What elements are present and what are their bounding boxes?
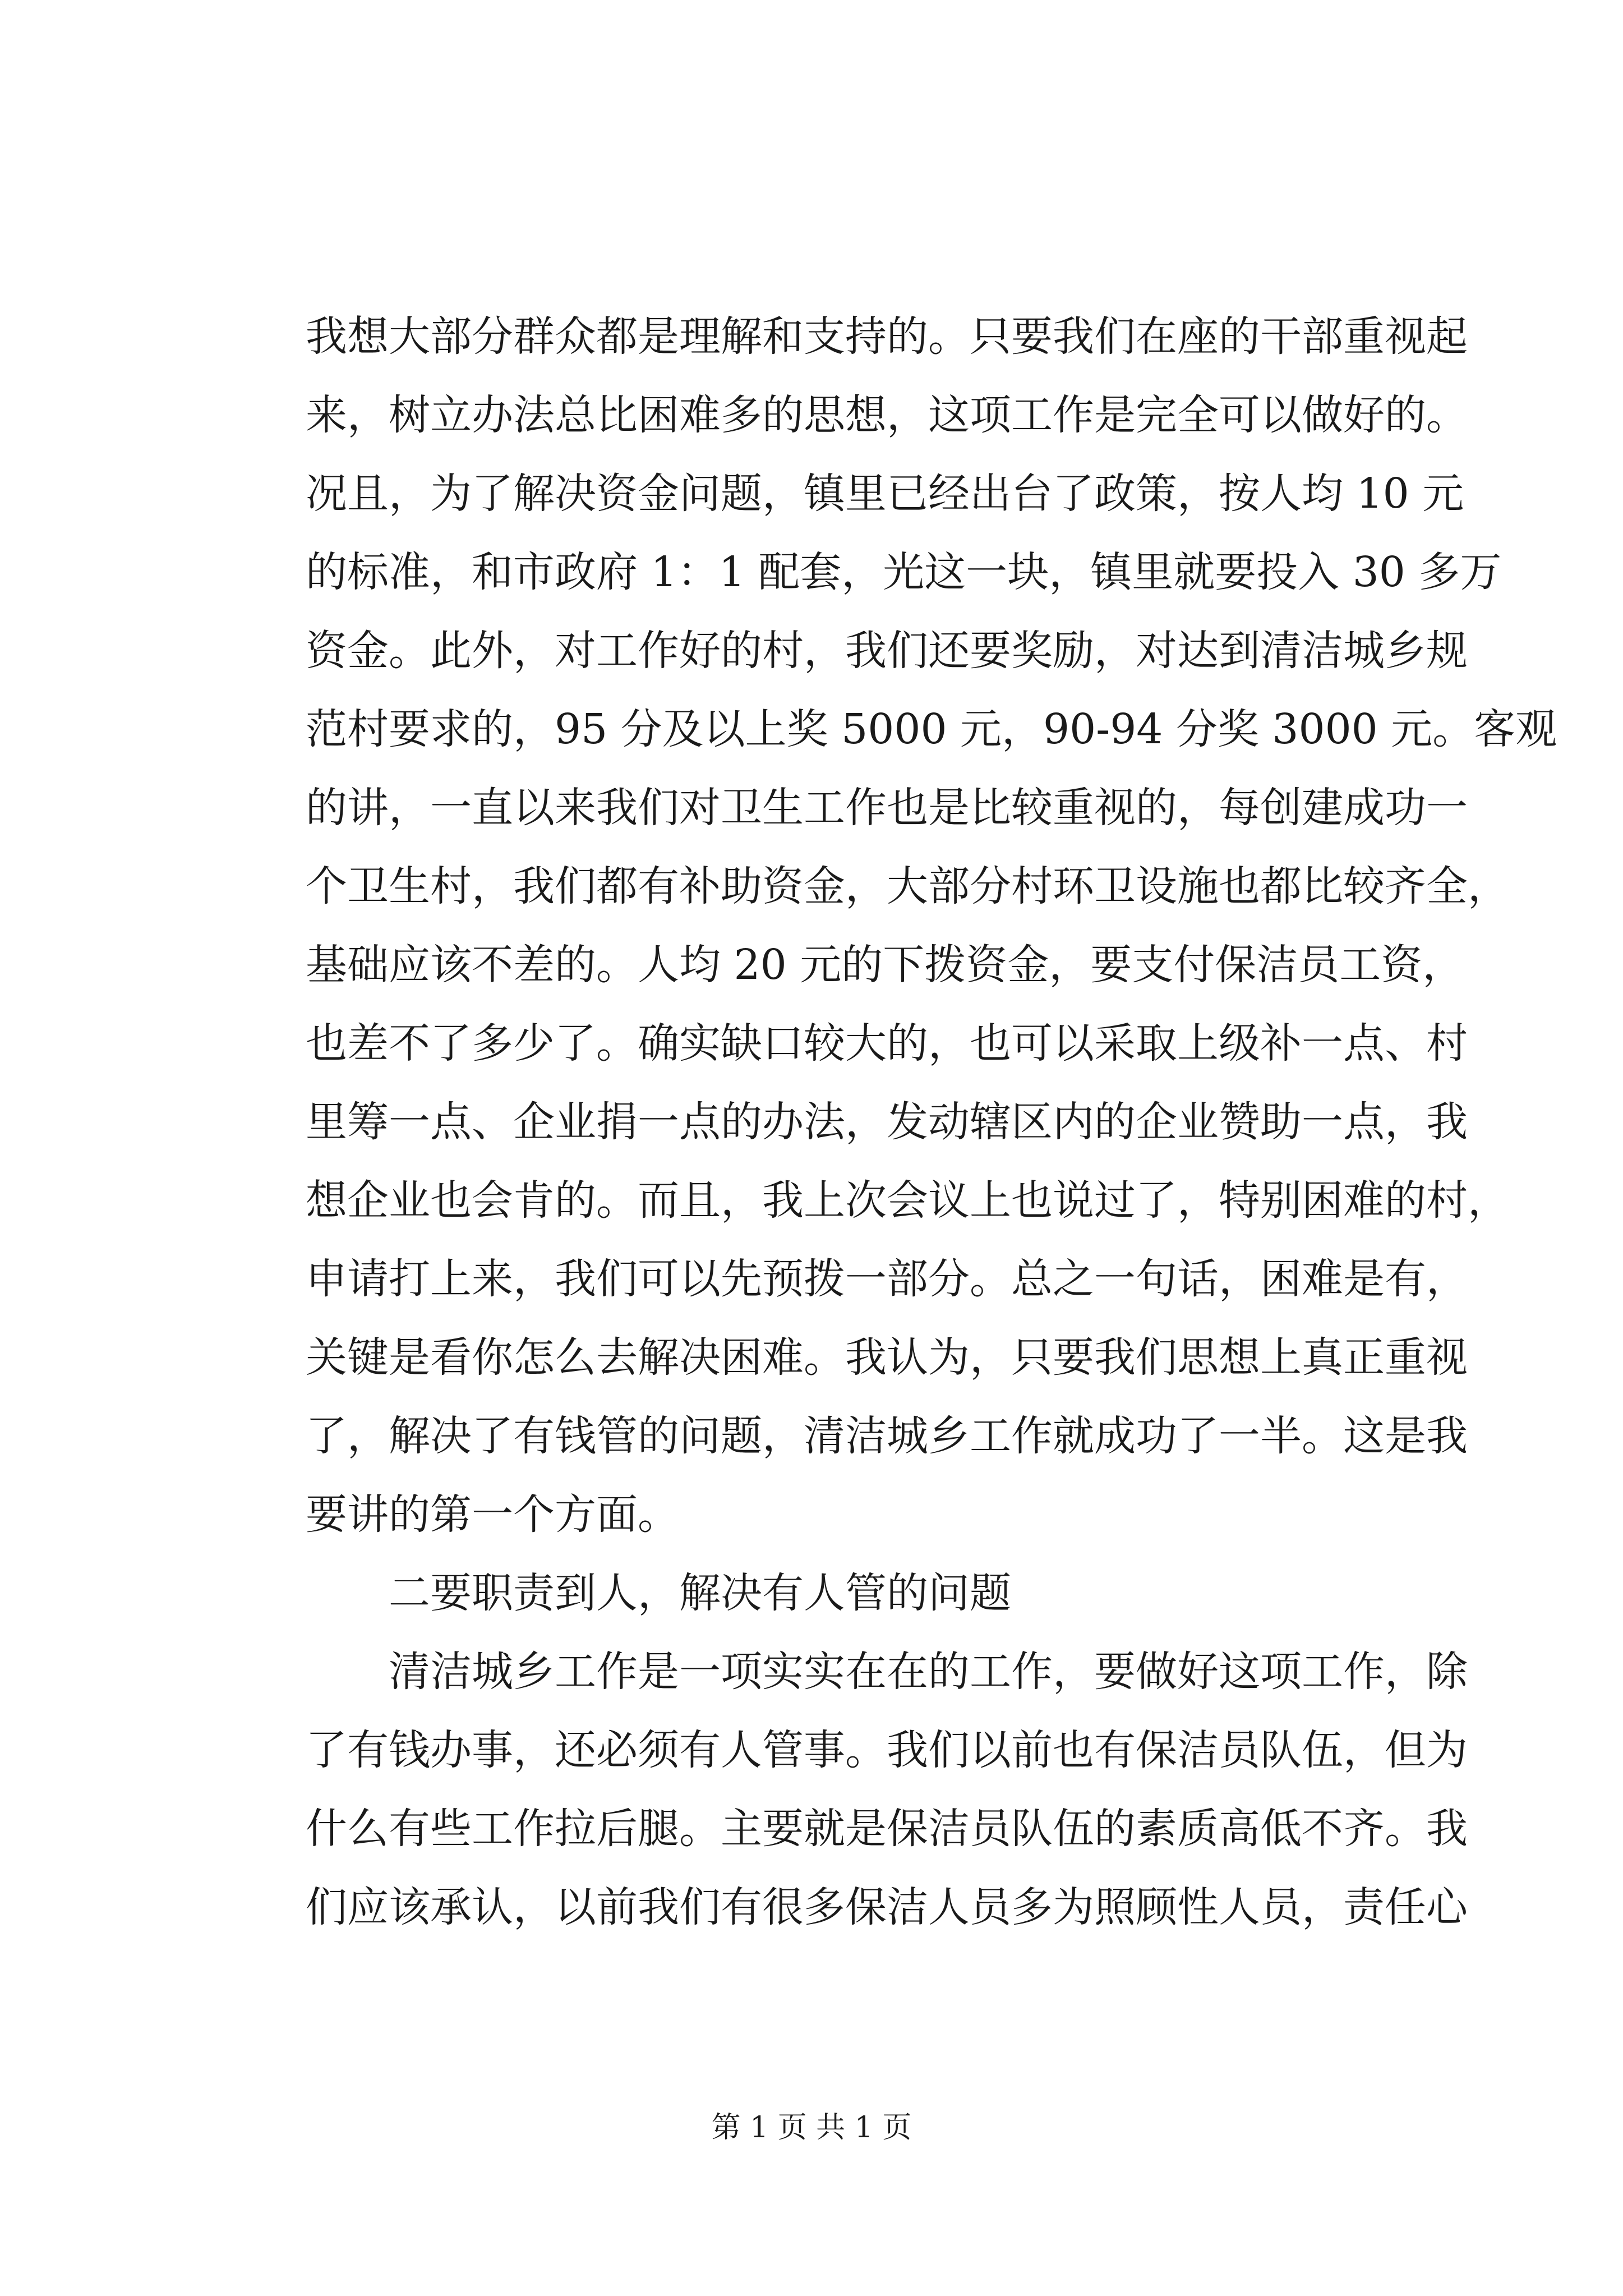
- text-line: 范村要求的，95 分及以上奖 5000 元，90-94 分奖 3000 元。客观: [306, 705, 1557, 753]
- text-line: 了有钱办事，还必须有人管事。我们以前也有保洁员队伍，但为: [306, 1726, 1468, 1774]
- text-line: 个卫生村，我们都有补助资金，大部分村环卫设施也都比较齐全，: [306, 862, 1509, 910]
- section-heading: 二要职责到人，解决有人管的问题: [389, 1569, 1011, 1617]
- page-number: 第 1 页 共 1 页: [711, 2111, 912, 2145]
- page-footer: [0, 2108, 1623, 2147]
- text-line: 里筹一点、企业捐一点的办法，发动辖区内的企业赞助一点，我: [306, 1098, 1468, 1146]
- text-line: 的讲，一直以来我们对卫生工作也是比较重视的，每创建成功一: [306, 784, 1468, 832]
- text-line: 我想大部分群众都是理解和支持的。只要我们在座的干部重视起: [306, 312, 1468, 361]
- text-line: 也差不了多少了。确实缺口较大的，也可以采取上级补一点、村: [306, 1019, 1468, 1068]
- text-line: 况且，为了解决资金问题，镇里已经出台了政策，按人均 10 元: [306, 470, 1464, 518]
- document-body: [306, 297, 1557, 1947]
- text-line: 资金。此外，对工作好的村，我们还要奖励，对达到清洁城乡规: [306, 627, 1468, 675]
- text-line: 申请打上来，我们可以先预拨一部分。总之一句话，困难是有，: [306, 1255, 1468, 1303]
- text-line: 想企业也会肯的。而且，我上次会议上也说过了，特别困难的村，: [306, 1176, 1509, 1225]
- text-line: 了，解决了有钱管的问题，清洁城乡工作就成功了一半。这是我: [306, 1412, 1468, 1460]
- text-line: 的标准，和市政府 1：1 配套，光这一块，镇里就要投入 30 多万: [306, 548, 1502, 596]
- text-line: 们应该承认，以前我们有很多保洁人员多为照顾性人员，责任心: [306, 1883, 1468, 1931]
- text-line: 什么有些工作拉后腿。主要就是保洁员队伍的素质高低不齐。我: [306, 1805, 1468, 1853]
- text-line: 基础应该不差的。人均 20 元的下拨资金，要支付保洁员工资，: [306, 941, 1464, 989]
- text-line: 清洁城乡工作是一项实实在在的工作，要做好这项工作，除: [389, 1648, 1468, 1696]
- text-line: 关键是看你怎么去解决困难。我认为，只要我们思想上真正重视: [306, 1333, 1468, 1382]
- text-line: 要讲的第一个方面。: [306, 1490, 679, 1539]
- text-line: 来，树立办法总比困难多的思想，这项工作是完全可以做好的。: [306, 391, 1468, 439]
